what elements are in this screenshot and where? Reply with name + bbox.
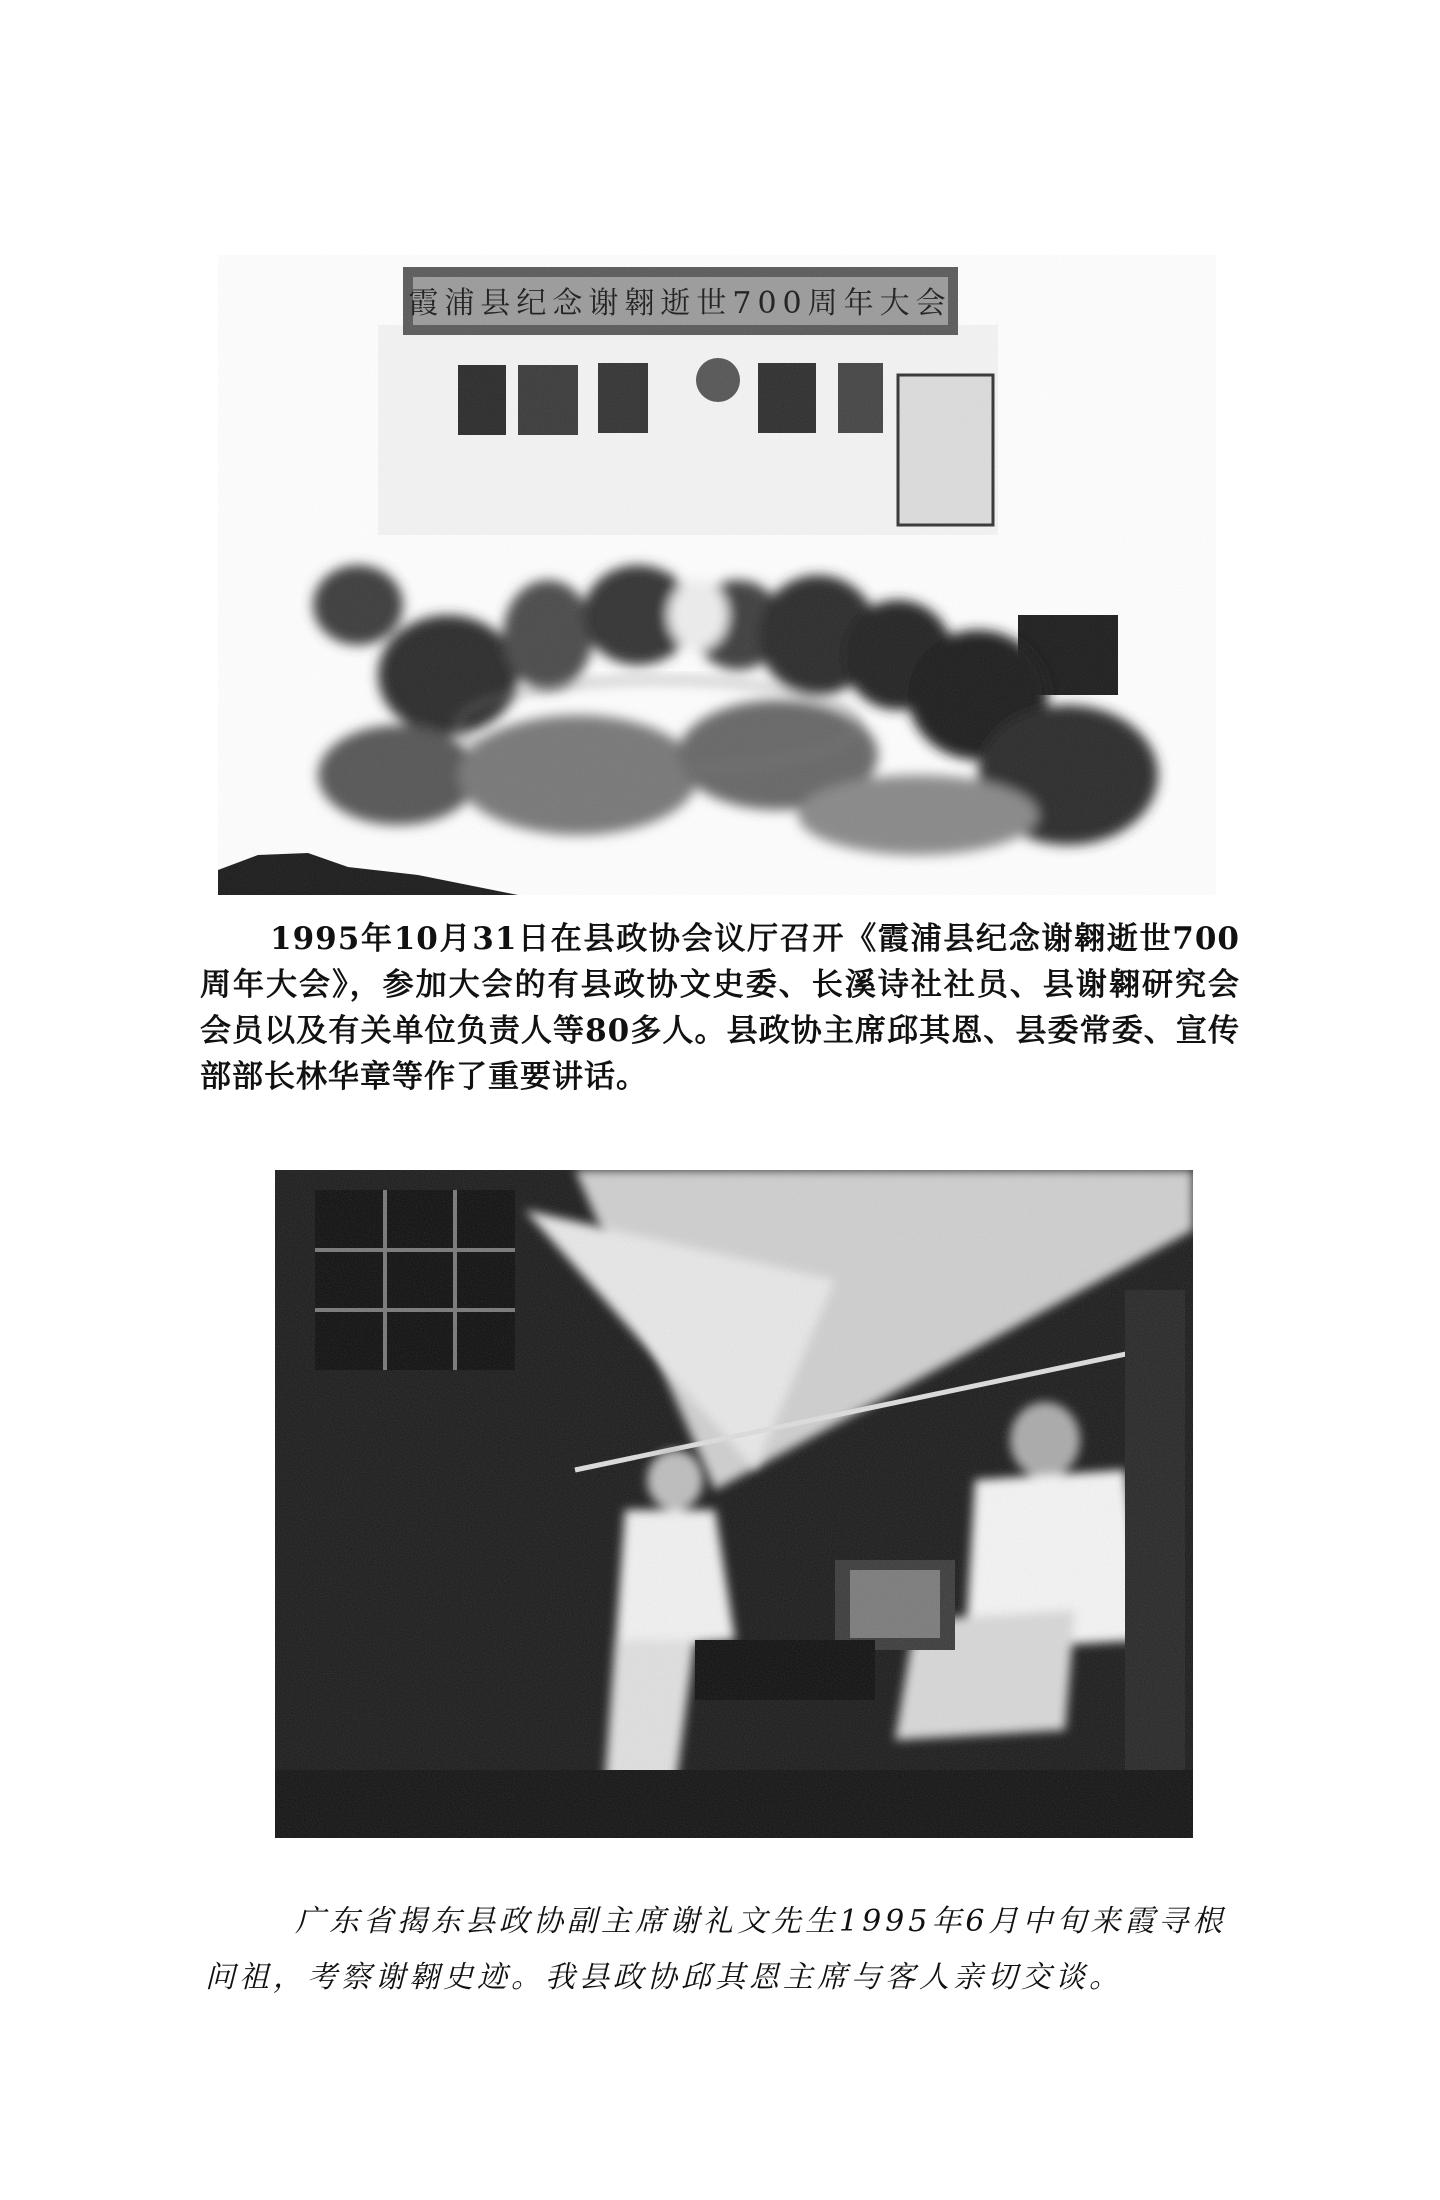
banner-text: 霞浦县纪念谢翱逝世700周年大会	[408, 286, 952, 321]
photo-caption-1: 1995年10月31日在县政协会议厅召开《霞浦县纪念谢翱逝世700周年大会》，参加大会的有县政协文史委、长溪诗社社员、县谢翱研究会会员以及有关单位负责人等80多人。县政协主席邱其恩、县委常委、宣传部部长林华章等作了重要讲话。	[200, 921, 1240, 1095]
meeting-hall-photo	[218, 255, 1216, 895]
photo-caption-2: 广东省揭东县政协副主席谢礼文先生1995年6月中旬来霞寻根问祖，考察谢翱史迹。我县政协邱其恩主席与客人亲切交谈。	[205, 1904, 1227, 1995]
guest-visit-photo	[275, 1170, 1193, 1838]
meeting-hall-photo-image	[218, 255, 1216, 895]
guest-visit-photo-image	[275, 1170, 1193, 1838]
